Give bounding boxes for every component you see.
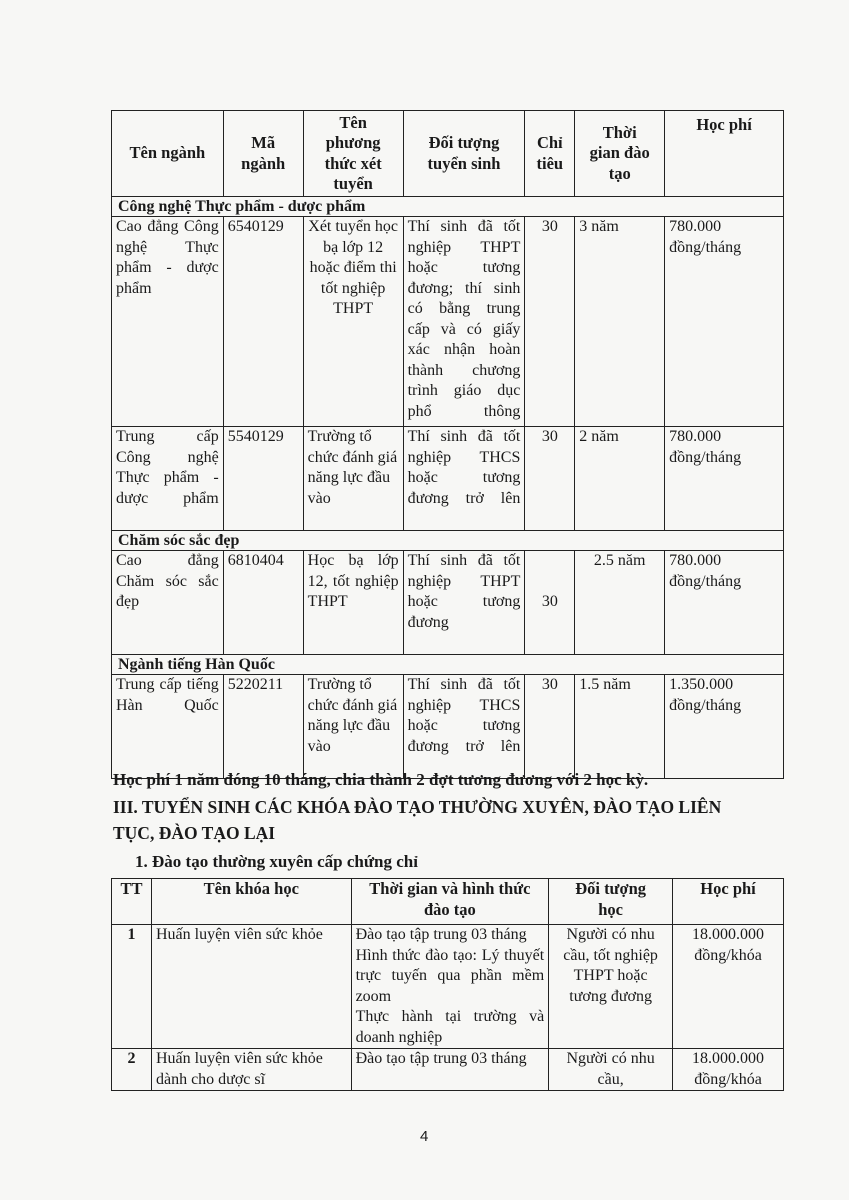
course-target: Người có nhu cầu, [549, 1049, 673, 1091]
course-name: Huấn luyện viên sức khỏe dành cho dược sĩ [151, 1049, 351, 1091]
row-number: 2 [112, 1049, 152, 1091]
target-students: Thí sinh đã tốt nghiệp THCS hoặc tương đương trở lên [403, 427, 525, 531]
course-fee: 18.000.000 đồng/khóa [673, 1049, 784, 1091]
target-students: Thí sinh đã tốt nghiệp THCS hoặc tương đương trở lên [403, 675, 525, 779]
header-cell: Tên ngành [112, 111, 224, 197]
admission-table [111, 110, 784, 779]
stamp-mark [0, 640, 22, 730]
course-practice: Thực hành tại trường và doanh nghiệp [355, 1008, 545, 1046]
quota: 30 [525, 675, 575, 779]
header-cell: Thời gian đào tạo [575, 111, 665, 197]
tuition-fee: 780.000 đồng/tháng [665, 551, 784, 655]
tuition-fee: 1.350.000 đồng/tháng [665, 675, 784, 779]
header-cell: Tên khóa học [151, 879, 351, 925]
header-cell: Đối tượng học [549, 879, 673, 925]
major-code: 6540129 [223, 217, 303, 427]
section-heading-continued: TỤC, ĐÀO TẠO LẠI [113, 823, 276, 843]
section-row [112, 531, 784, 551]
header-cell: TT [112, 879, 152, 925]
page-number: 4 [420, 1128, 429, 1145]
admission-method: Xét tuyển học bạ lớp 12 hoặc điểm thi tốt nghiệp THPT [303, 217, 403, 427]
target-students: Thí sinh đã tốt nghiệp THPT hoặc tương đương [403, 551, 525, 655]
table-row [112, 925, 784, 1049]
header-cell: Mã ngành [223, 111, 303, 197]
duration: 3 năm [575, 217, 665, 427]
row-number: 1 [112, 925, 152, 1049]
course-time-form [351, 925, 549, 1049]
course-target: Người có nhu cầu, tốt nghiệp THPT hoặc tương đương [549, 925, 673, 1049]
major-name: Cao đẳng Công nghệ Thực phẩm - dược phẩm [112, 217, 224, 427]
quota: 30 [525, 551, 575, 655]
quota: 30 [525, 427, 575, 531]
header-cell: Chỉ tiêu [525, 111, 575, 197]
table-row [112, 551, 784, 655]
target-students: Thí sinh đã tốt nghiệp THPT hoặc tương đương; thí sinh có bằng trung cấp và có giấy xác nhận hoàn thành chương trình giáo dục phổ thông [403, 217, 525, 427]
admission-method: Trường tổ chức đánh giá năng lực đầu vào [303, 675, 403, 779]
major-code: 6810404 [223, 551, 303, 655]
course-name: Huấn luyện viên sức khỏe [151, 925, 351, 1049]
section-title: Chăm sóc sắc đẹp [112, 531, 784, 551]
header-cell: Đối tượng tuyển sinh [403, 111, 525, 197]
table-row [112, 217, 784, 427]
major-code: 5220211 [223, 675, 303, 779]
tuition-fee: 780.000 đồng/tháng [665, 217, 784, 427]
section-title: Ngành tiếng Hàn Quốc [112, 655, 784, 675]
course-table [111, 878, 784, 1091]
major-code: 5540129 [223, 427, 303, 531]
header-cell: Tên phương thức xét tuyển [303, 111, 403, 197]
duration: 2.5 năm [575, 551, 665, 655]
table-row [112, 675, 784, 779]
subsection-heading: 1. Đào tạo thường xuyên cấp chứng chỉ [135, 852, 418, 871]
quota: 30 [525, 217, 575, 427]
course-time: Đào tạo tập trung 03 tháng [351, 1049, 549, 1091]
fee-note: Học phí 1 năm đóng 10 tháng, chia thành 2 đợt tương đương với 2 học kỳ. [113, 770, 649, 789]
section-row [112, 197, 784, 217]
section-heading: III. TUYỂN SINH CÁC KHÓA ĐÀO TẠO THƯỜNG XUYÊN, ĐÀO TẠO LIÊN [113, 797, 722, 817]
section-row [112, 655, 784, 675]
duration: 1.5 năm [575, 675, 665, 779]
major-name: Trung cấp Công nghệ Thực phẩm - dược phẩm [112, 427, 224, 531]
header-cell: Học phí [665, 111, 784, 197]
course-time: Đào tạo tập trung 03 tháng [355, 926, 527, 943]
admission-method: Học bạ lớp 12, tốt nghiệp THPT [303, 551, 403, 655]
course-form: Hình thức đào tạo: Lý thuyết trực tuyến qua phần mềm zoom [355, 946, 545, 1005]
table-header-row [112, 879, 784, 925]
table-row [112, 1049, 784, 1091]
admission-method: Trường tổ chức đánh giá năng lực đầu vào [303, 427, 403, 531]
major-name: Trung cấp tiếng Hàn Quốc [112, 675, 224, 779]
table-header-row [112, 111, 784, 197]
duration: 2 năm [575, 427, 665, 531]
header-cell: Học phí [673, 879, 784, 925]
major-name: Cao đẳng Chăm sóc sắc đẹp [112, 551, 224, 655]
tuition-fee: 780.000 đồng/tháng [665, 427, 784, 531]
section-title: Công nghệ Thực phẩm - dược phẩm [112, 197, 784, 217]
header-cell: Thời gian và hình thức đào tạo [351, 879, 549, 925]
course-fee: 18.000.000 đồng/khóa [673, 925, 784, 1049]
table-row [112, 427, 784, 531]
